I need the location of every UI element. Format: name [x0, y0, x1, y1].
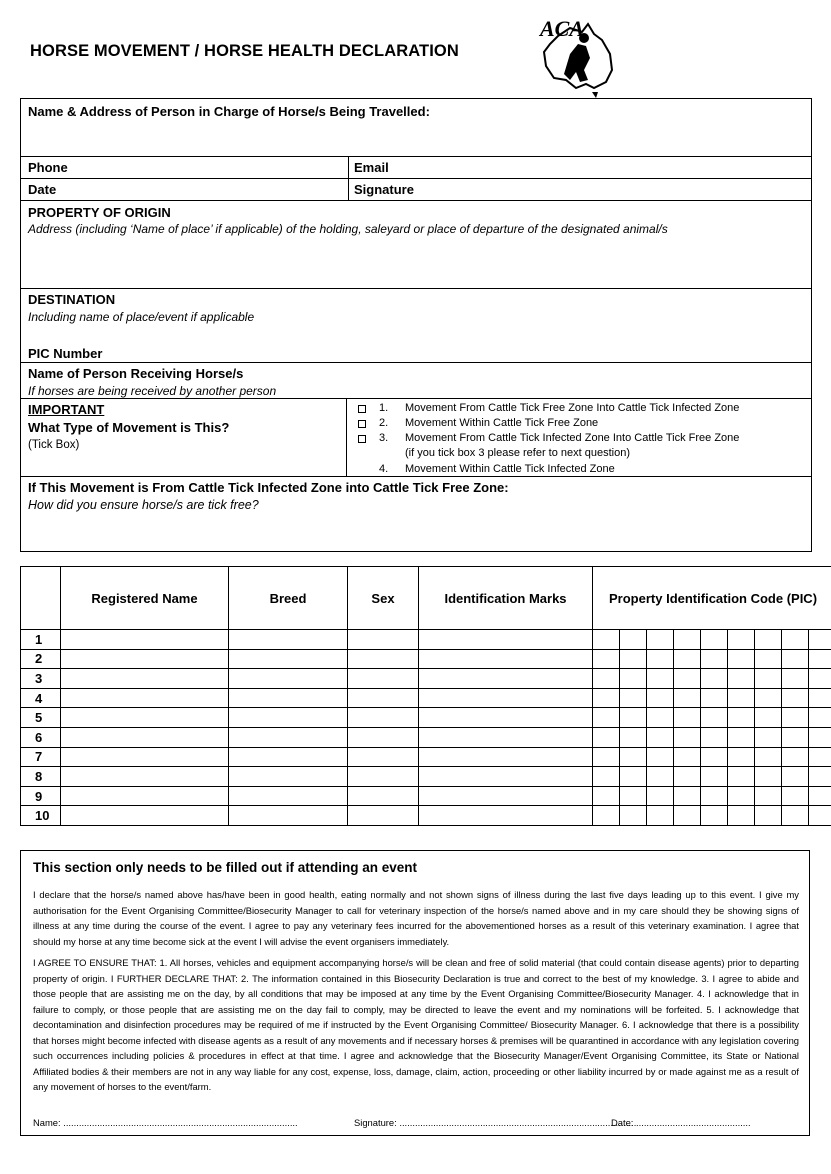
- pic-digit-cell[interactable]: [674, 806, 701, 826]
- pic-digit-cell[interactable]: [674, 688, 701, 708]
- option-3-label: Movement From Cattle Tick Infected Zone Into Cattle Tick Free Zone: [405, 432, 740, 444]
- identification-marks-cell[interactable]: [419, 669, 593, 689]
- pic-digit-cell[interactable]: [620, 708, 647, 728]
- sex-cell[interactable]: [348, 767, 419, 787]
- pic-digit-cell[interactable]: [674, 786, 701, 806]
- declaration-paragraph-2: I AGREE TO ENSURE THAT: 1. All horses, vehicles and equipment accompanying horse/s will be clean and free of solid material (that could contain disease agents) prior to departing property of origin. I FURTHER DECLARE THAT: 2. The information contained in this Biosecurity Declaration is true and correct to the best of my knowledge. 3. I agree to abide and those people that are assisting me on the day, by all conditions that may be imposed at any time by the Event Organising Committee/Biosecurity Manager. 4. I acknowledge that in failure to comply, or those people that are assisting me on the day fail to comply, may be directed to leave the event and my nominations will be forfeited. 5. I acknowledge that decontamination and disinfection procedures may be required of me if instructed by the Event Organising Committee/ Biosecurity Manager. 6. I acknowledge that there is a possibility that horses might become infected with disease agents as a result of any movements and if necessary horses & premises will be quarantined in accordance with any legislation covering such occurrences including policies & procedures in effect at that time. I agree and acknowledge that the Biosecurity Manager/Event Organising Committee, its State or National Affiliated bodies & their members are not in any way liable for any cost, expense, loss, damage, claim, action, proceeding or other liability incurred by or made against me as a result of any movement of horses to the event/farm.: [33, 957, 799, 1092]
- pic-digit-cell[interactable]: [674, 669, 701, 689]
- phone-label: Phone: [28, 160, 68, 175]
- declaration-paragraph-1: I declare that the horse/s named above has/have been in good health, eating normally and not shown signs of illness during the last five days leading up to this event. I give my authorisation for the Event Organising Committee/Biosecurity Manager to call for veterinary inspection of the horse/s named above and in my care should they be showing signs of illness at any time during the course of the event. I agree to pay any veterinary fees incurred for the abovementioned horses as a result of this veterinary examination. I agree that should my horse at any time become sick at the event I will advise the event organisers immediately.: [33, 889, 799, 947]
- pic-digit-cell[interactable]: [728, 630, 755, 650]
- pic-digit-cell[interactable]: [701, 786, 728, 806]
- pic-digit-cell[interactable]: [728, 649, 755, 669]
- row-number: 2: [21, 649, 61, 669]
- pic-digit-cell[interactable]: [647, 806, 674, 826]
- pic-digit-cell[interactable]: [809, 649, 831, 669]
- email-label: Email: [354, 160, 389, 175]
- pic-digit-cell[interactable]: [593, 669, 620, 689]
- row-number: 9: [21, 786, 61, 806]
- breed-cell[interactable]: [229, 747, 348, 767]
- option-2-checkbox[interactable]: [358, 420, 366, 428]
- pic-digit-cell[interactable]: [809, 688, 831, 708]
- pic-digit-cell[interactable]: [728, 747, 755, 767]
- pic-digit-cell[interactable]: [647, 708, 674, 728]
- col-header-pic: Property Identification Code (PIC): [593, 567, 831, 630]
- aca-logo: [530, 14, 620, 100]
- breed-cell[interactable]: [229, 727, 348, 747]
- origin-hint: Address (including ‘Name of place’ if applicable) of the holding, saleyard or place of departure of the designated animal/s: [28, 222, 668, 236]
- option-3-note: (if you tick box 3 please refer to next question): [405, 447, 631, 459]
- pic-digit-cell[interactable]: [755, 649, 782, 669]
- sex-cell[interactable]: [348, 747, 419, 767]
- pic-digit-cell[interactable]: [620, 649, 647, 669]
- pic-digit-cell[interactable]: [674, 649, 701, 669]
- identification-marks-cell[interactable]: [419, 767, 593, 787]
- pic-digit-cell[interactable]: [755, 630, 782, 650]
- registered-name-cell[interactable]: [61, 688, 229, 708]
- pic-digit-cell[interactable]: [728, 727, 755, 747]
- table-row: [21, 688, 831, 708]
- identification-marks-cell[interactable]: [419, 747, 593, 767]
- page-title: HORSE MOVEMENT / HORSE HEALTH DECLARATION: [30, 42, 459, 60]
- sex-cell[interactable]: [348, 649, 419, 669]
- pic-digit-cell[interactable]: [809, 630, 831, 650]
- registered-name-cell[interactable]: [61, 727, 229, 747]
- sex-cell[interactable]: [348, 669, 419, 689]
- pic-digit-cell[interactable]: [782, 747, 809, 767]
- pic-digit-cell[interactable]: [701, 727, 728, 747]
- pic-digit-cell[interactable]: [647, 767, 674, 787]
- pic-digit-cell[interactable]: [728, 806, 755, 826]
- pic-digit-cell[interactable]: [782, 806, 809, 826]
- pic-digit-cell[interactable]: [782, 767, 809, 787]
- breed-cell[interactable]: [229, 708, 348, 728]
- pic-digit-cell[interactable]: [674, 708, 701, 728]
- table-row: [21, 649, 831, 669]
- logo-text: ACA: [540, 16, 585, 41]
- col-header-number: [21, 567, 61, 630]
- sex-cell[interactable]: [348, 688, 419, 708]
- table-row: [21, 727, 831, 747]
- breed-cell[interactable]: [229, 786, 348, 806]
- pic-digit-cell[interactable]: [647, 688, 674, 708]
- email-field[interactable]: [401, 157, 801, 177]
- row-number: 5: [21, 708, 61, 728]
- row-number: 3: [21, 669, 61, 689]
- row-number: 10: [21, 806, 61, 826]
- pic-digit-cell[interactable]: [701, 767, 728, 787]
- breed-cell[interactable]: [229, 649, 348, 669]
- origin-field[interactable]: [21, 239, 810, 287]
- row-number: 8: [21, 767, 61, 787]
- table-row: [21, 630, 831, 650]
- pic-digit-cell[interactable]: [755, 688, 782, 708]
- table-row: [21, 767, 831, 787]
- pic-number-label: PIC Number: [28, 346, 103, 361]
- tick-box-hint: (Tick Box): [28, 439, 80, 451]
- pic-digit-cell[interactable]: [620, 747, 647, 767]
- pic-digit-cell[interactable]: [755, 806, 782, 826]
- pic-digit-cell[interactable]: [755, 786, 782, 806]
- table-row: [21, 669, 831, 689]
- breed-cell[interactable]: [229, 630, 348, 650]
- movement-question: What Type of Movement is This?: [28, 420, 230, 435]
- pic-digit-cell[interactable]: [701, 708, 728, 728]
- pic-digit-cell[interactable]: [728, 688, 755, 708]
- pic-digit-cell[interactable]: [647, 786, 674, 806]
- identification-marks-cell[interactable]: [419, 727, 593, 747]
- pic-digit-cell[interactable]: [620, 669, 647, 689]
- option-2-number: 2.: [379, 417, 389, 429]
- identification-marks-cell[interactable]: [419, 786, 593, 806]
- identification-marks-cell[interactable]: [419, 708, 593, 728]
- pic-digit-cell[interactable]: [809, 669, 831, 689]
- option-4-label: Movement Within Cattle Tick Infected Zone: [405, 463, 615, 475]
- tick-free-question: If This Movement is From Cattle Tick Infected Zone into Cattle Tick Free Zone:: [28, 480, 509, 495]
- table-row: [21, 747, 831, 767]
- pic-digit-cell[interactable]: [755, 669, 782, 689]
- registered-name-cell[interactable]: [61, 708, 229, 728]
- option-1-label: Movement From Cattle Tick Free Zone Into Cattle Tick Infected Zone: [405, 402, 740, 414]
- table-row: [21, 806, 831, 826]
- table-row: [21, 786, 831, 806]
- registered-name-cell[interactable]: [61, 630, 229, 650]
- pic-digit-cell[interactable]: [809, 747, 831, 767]
- breed-cell[interactable]: [229, 669, 348, 689]
- pic-digit-cell[interactable]: [728, 708, 755, 728]
- origin-label: PROPERTY OF ORIGIN: [28, 205, 171, 220]
- event-heading: This section only needs to be filled out if attending an event: [33, 860, 418, 875]
- date-line[interactable]: Date: ............................................: [611, 1117, 751, 1128]
- sex-cell[interactable]: [348, 727, 419, 747]
- sex-cell[interactable]: [348, 630, 419, 650]
- registered-name-cell[interactable]: [61, 786, 229, 806]
- signature-line[interactable]: Signature: ...........................................................................................: [354, 1117, 637, 1128]
- identification-marks-cell[interactable]: [419, 688, 593, 708]
- pic-digit-cell[interactable]: [593, 649, 620, 669]
- pic-digit-cell[interactable]: [809, 727, 831, 747]
- pic-digit-cell[interactable]: [593, 688, 620, 708]
- pic-digit-cell[interactable]: [593, 747, 620, 767]
- pic-digit-cell[interactable]: [701, 630, 728, 650]
- registered-name-cell[interactable]: [61, 747, 229, 767]
- receiver-label: Name of Person Receiving Horse/s: [28, 366, 244, 381]
- pic-digit-cell[interactable]: [728, 767, 755, 787]
- pic-digit-cell[interactable]: [782, 708, 809, 728]
- sex-cell[interactable]: [348, 806, 419, 826]
- movement-form: [20, 98, 812, 552]
- pic-digit-cell[interactable]: [647, 669, 674, 689]
- pic-digit-cell[interactable]: [620, 786, 647, 806]
- pic-digit-cell[interactable]: [647, 747, 674, 767]
- row-number: 1: [21, 630, 61, 650]
- event-section: [20, 850, 810, 1136]
- pic-digit-cell[interactable]: [782, 669, 809, 689]
- pic-digit-cell[interactable]: [701, 669, 728, 689]
- pic-digit-cell[interactable]: [620, 688, 647, 708]
- identification-marks-cell[interactable]: [419, 630, 593, 650]
- pic-digit-cell[interactable]: [755, 708, 782, 728]
- registered-name-cell[interactable]: [61, 669, 229, 689]
- pic-digit-cell[interactable]: [620, 767, 647, 787]
- pic-digit-cell[interactable]: [782, 649, 809, 669]
- breed-cell[interactable]: [229, 806, 348, 826]
- registered-name-cell[interactable]: [61, 806, 229, 826]
- tick-free-hint: How did you ensure horse/s are tick free?: [28, 498, 259, 512]
- pic-digit-cell[interactable]: [782, 688, 809, 708]
- pic-digit-cell[interactable]: [593, 767, 620, 787]
- important-label: IMPORTANT: [28, 402, 105, 417]
- option-1-number: 1.: [379, 402, 389, 414]
- pic-digit-cell[interactable]: [593, 727, 620, 747]
- pic-digit-cell[interactable]: [809, 767, 831, 787]
- registered-name-cell[interactable]: [61, 767, 229, 787]
- pic-digit-cell[interactable]: [593, 708, 620, 728]
- receiver-hint: If horses are being received by another person: [28, 384, 277, 398]
- col-header-registered-name: Registered Name: [61, 567, 229, 630]
- pic-digit-cell[interactable]: [674, 630, 701, 650]
- pic-digit-cell[interactable]: [620, 727, 647, 747]
- table-row: [21, 708, 831, 728]
- signature-label: Signature: [354, 182, 414, 197]
- pic-digit-cell[interactable]: [701, 688, 728, 708]
- destination-hint: Including name of place/event if applicable: [28, 310, 255, 324]
- pic-digit-cell[interactable]: [755, 727, 782, 747]
- identification-marks-cell[interactable]: [419, 649, 593, 669]
- name-address-field[interactable]: [21, 119, 810, 155]
- pic-digit-cell[interactable]: [809, 786, 831, 806]
- pic-digit-cell[interactable]: [809, 806, 831, 826]
- date-field[interactable]: [71, 179, 341, 199]
- destination-label: DESTINATION: [28, 292, 116, 307]
- registered-name-cell[interactable]: [61, 649, 229, 669]
- tick-free-answer-field[interactable]: [21, 515, 810, 549]
- pic-digit-cell[interactable]: [593, 806, 620, 826]
- breed-cell[interactable]: [229, 767, 348, 787]
- sex-cell[interactable]: [348, 786, 419, 806]
- pic-digit-cell[interactable]: [593, 786, 620, 806]
- pic-digit-cell[interactable]: [755, 747, 782, 767]
- date-label: Date: [28, 182, 57, 197]
- pic-digit-cell[interactable]: [809, 708, 831, 728]
- horses-table: [20, 566, 831, 826]
- signature-field[interactable]: [426, 179, 806, 199]
- option-3-checkbox[interactable]: [358, 435, 366, 443]
- pic-digit-cell[interactable]: [647, 630, 674, 650]
- pic-digit-cell[interactable]: [674, 747, 701, 767]
- identification-marks-cell[interactable]: [419, 806, 593, 826]
- table-header-row: [21, 567, 831, 630]
- option-3-number: 3.: [379, 432, 389, 444]
- pic-digit-cell[interactable]: [647, 649, 674, 669]
- col-header-identification-marks: Identification Marks: [419, 567, 593, 630]
- option-2-label: Movement Within Cattle Tick Free Zone: [405, 417, 599, 429]
- row-number: 6: [21, 727, 61, 747]
- pic-digit-cell[interactable]: [755, 767, 782, 787]
- pic-digit-cell[interactable]: [701, 806, 728, 826]
- name-signature-line[interactable]: Name: ..........................................................................................: [33, 1117, 298, 1128]
- option-1-checkbox[interactable]: [358, 405, 366, 413]
- pic-digit-cell[interactable]: [620, 806, 647, 826]
- pic-digit-cell[interactable]: [674, 727, 701, 747]
- option-4-number: 4.: [379, 463, 389, 475]
- pic-digit-cell[interactable]: [593, 630, 620, 650]
- sex-cell[interactable]: [348, 708, 419, 728]
- breed-cell[interactable]: [229, 688, 348, 708]
- pic-digit-cell[interactable]: [701, 649, 728, 669]
- pic-digit-cell[interactable]: [674, 767, 701, 787]
- pic-digit-cell[interactable]: [701, 747, 728, 767]
- name-address-label: Name & Address of Person in Charge of Horse/s Being Travelled:: [28, 104, 430, 119]
- col-header-sex: Sex: [348, 567, 419, 630]
- pic-digit-cell[interactable]: [620, 630, 647, 650]
- row-number: 7: [21, 747, 61, 767]
- phone-field[interactable]: [76, 157, 346, 177]
- pic-digit-cell[interactable]: [782, 630, 809, 650]
- pic-digit-cell[interactable]: [728, 669, 755, 689]
- pic-digit-cell[interactable]: [647, 727, 674, 747]
- pic-digit-cell[interactable]: [728, 786, 755, 806]
- col-header-breed: Breed: [229, 567, 348, 630]
- pic-digit-cell[interactable]: [782, 786, 809, 806]
- row-number: 4: [21, 688, 61, 708]
- pic-digit-cell[interactable]: [782, 727, 809, 747]
